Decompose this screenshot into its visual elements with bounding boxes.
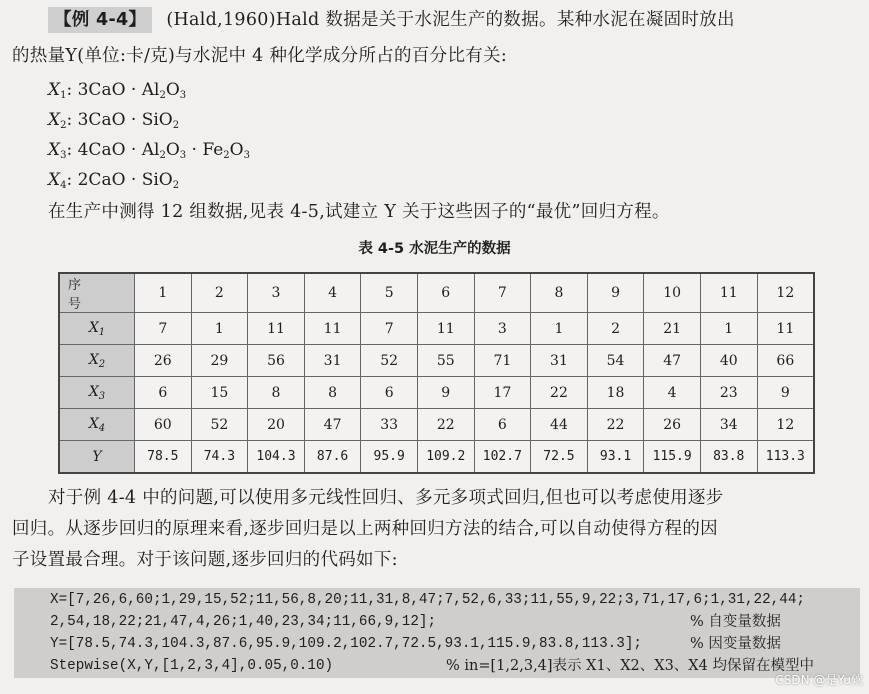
table-cell: 47: [304, 409, 361, 441]
table-cell: 3: [474, 313, 531, 345]
table-cell: 22: [531, 377, 588, 409]
table-cell: 31: [531, 345, 588, 377]
row-header: $X_4$: [59, 409, 135, 441]
table-cell: 22: [417, 409, 474, 441]
table-cell: 33: [361, 409, 418, 441]
code-comment-3: % 因变量数据: [690, 636, 781, 652]
column-index-cell: 9: [587, 273, 644, 313]
table-cell: 7: [135, 313, 192, 345]
table-cell: 87.6: [304, 441, 361, 474]
table-cell: 93.1: [587, 441, 644, 474]
table-cell: 8: [248, 377, 305, 409]
table-row: [59, 441, 814, 474]
cement-data-table: [58, 272, 815, 474]
table-cell: 66: [757, 345, 814, 377]
formula-x3: $X_3$: $4CaO \cdot Al_2O_3 \cdot Fe_2O_3$: [48, 140, 250, 161]
table-cell: 9: [417, 377, 474, 409]
table-cell: 34: [700, 409, 757, 441]
paragraph-line-1: 对于例 4-4 中的问题,可以使用多元线性回归、多元多项式回归,但也可以考虑使用逐步: [48, 488, 724, 508]
row-header: Y: [59, 441, 135, 474]
paragraph-line-2: 回归。从逐步回归的原理来看,逐步回归是以上两种回归方法的结合,可以自动使得方程的因: [12, 519, 718, 539]
table-cell: 60: [135, 409, 192, 441]
table-cell: 2: [587, 313, 644, 345]
table-cell: 109.2: [417, 441, 474, 474]
example-intro-line-3: 在生产中测得 12 组数据,见表 4-5,试建立 Y 关于这些因子的“最优”回归方程。: [48, 202, 670, 222]
column-index-cell: 12: [757, 273, 814, 313]
table-cell: 26: [644, 409, 701, 441]
table-cell: 11: [417, 313, 474, 345]
column-index-cell: 7: [474, 273, 531, 313]
table-cell: 44: [531, 409, 588, 441]
table-cell: 113.3: [757, 441, 814, 474]
table-cell: 72.5: [531, 441, 588, 474]
column-index-cell: 1: [135, 273, 192, 313]
column-index-cell: 3: [248, 273, 305, 313]
formula-x4: $X_4$: 2CaO · SiO$_2$: [48, 170, 180, 191]
table-header-row: [59, 273, 814, 313]
table-cell: 31: [304, 345, 361, 377]
table-cell: 22: [587, 409, 644, 441]
paragraph-line-3: 子设置最合理。对于该问题,逐步回归的代码如下:: [12, 550, 398, 570]
watermark: CSDN @是Yu欸: [775, 673, 863, 687]
table-cell: 1: [700, 313, 757, 345]
table-cell: 4: [644, 377, 701, 409]
table-cell: 95.9: [361, 441, 418, 474]
column-index-cell: 4: [304, 273, 361, 313]
table-cell: 104.3: [248, 441, 305, 474]
table-cell: 15: [191, 377, 248, 409]
example-intro-line-2: 的热量Y(单位:卡/克)与水泥中 4 种化学成分所占的百分比有关:: [12, 46, 508, 66]
code-line-1: X=[7,26,6,60;1,29,15,52;11,56,8,20;11,31,8,47;7,52,6,33;11,55,9,22;3,71,17,6;1,31,22,44;: [50, 592, 805, 608]
table-cell: 83.8: [700, 441, 757, 474]
code-line-3: Y=[78.5,74.3,104.3,87.6,95.9,109.2,102.7,72.5,93.1,115.9,83.8,113.3];: [50, 636, 642, 652]
table-cell: 9: [757, 377, 814, 409]
table-cell: 74.3: [191, 441, 248, 474]
code-comment-2: % 自变量数据: [690, 614, 781, 630]
table-cell: 7: [361, 313, 418, 345]
code-block: [14, 588, 860, 678]
table-cell: 52: [191, 409, 248, 441]
row-header-index: 序 号: [59, 273, 135, 313]
table-cell: 29: [191, 345, 248, 377]
column-index-cell: 5: [361, 273, 418, 313]
table-cell: 11: [304, 313, 361, 345]
table-cell: 52: [361, 345, 418, 377]
table-cell: 47: [644, 345, 701, 377]
table-cell: 71: [474, 345, 531, 377]
column-index-cell: 11: [700, 273, 757, 313]
table-cell: 102.7: [474, 441, 531, 474]
table-cell: 11: [248, 313, 305, 345]
table-cell: 55: [417, 345, 474, 377]
table-cell: 18: [587, 377, 644, 409]
table-row: [59, 345, 814, 377]
code-line-4: Stepwise(X,Y,[1,2,3,4],0.05,0.10): [50, 658, 334, 674]
table-cell: 20: [248, 409, 305, 441]
code-comment-4: % in=[1,2,3,4]表示 X1、X2、X3、X4 均保留在模型中: [446, 658, 814, 674]
table-cell: 56: [248, 345, 305, 377]
formula-x1: $X_1$: $3CaO \cdot Al_2O_3$: [48, 80, 187, 101]
row-header: $X_1$: [59, 313, 135, 345]
table-cell: 6: [474, 409, 531, 441]
example-intro-line-1: [48, 7, 735, 33]
column-index-cell: 8: [531, 273, 588, 313]
table-cell: 12: [757, 409, 814, 441]
table-cell: 21: [644, 313, 701, 345]
table-row: [59, 377, 814, 409]
row-header: $X_2$: [59, 345, 135, 377]
column-index-cell: 6: [417, 273, 474, 313]
table-caption: 表 4-5 水泥生产的数据: [358, 241, 511, 257]
table-cell: 17: [474, 377, 531, 409]
table-cell: 6: [361, 377, 418, 409]
row-header: $X_3$: [59, 377, 135, 409]
code-line-2: 2,54,18,22;21,47,4,26;1,40,23,34;11,66,9,12];: [50, 614, 437, 630]
table-cell: 23: [700, 377, 757, 409]
table-cell: 8: [304, 377, 361, 409]
example-tag: 【例 4-4】: [48, 7, 152, 33]
column-index-cell: 10: [644, 273, 701, 313]
table-row: [59, 313, 814, 345]
column-index-cell: 2: [191, 273, 248, 313]
table-cell: 6: [135, 377, 192, 409]
formula-x2: $X_2$: 3CaO · SiO$_2$: [48, 110, 180, 131]
table-cell: 11: [757, 313, 814, 345]
table-cell: 78.5: [135, 441, 192, 474]
table-cell: 115.9: [644, 441, 701, 474]
table-cell: 40: [700, 345, 757, 377]
example-text-1: (Hald,1960)Hald 数据是关于水泥生产的数据。某种水泥在凝固时放出: [166, 10, 735, 30]
table-cell: 1: [191, 313, 248, 345]
table-cell: 1: [531, 313, 588, 345]
table-cell: 26: [135, 345, 192, 377]
table-cell: 54: [587, 345, 644, 377]
table-row: [59, 409, 814, 441]
